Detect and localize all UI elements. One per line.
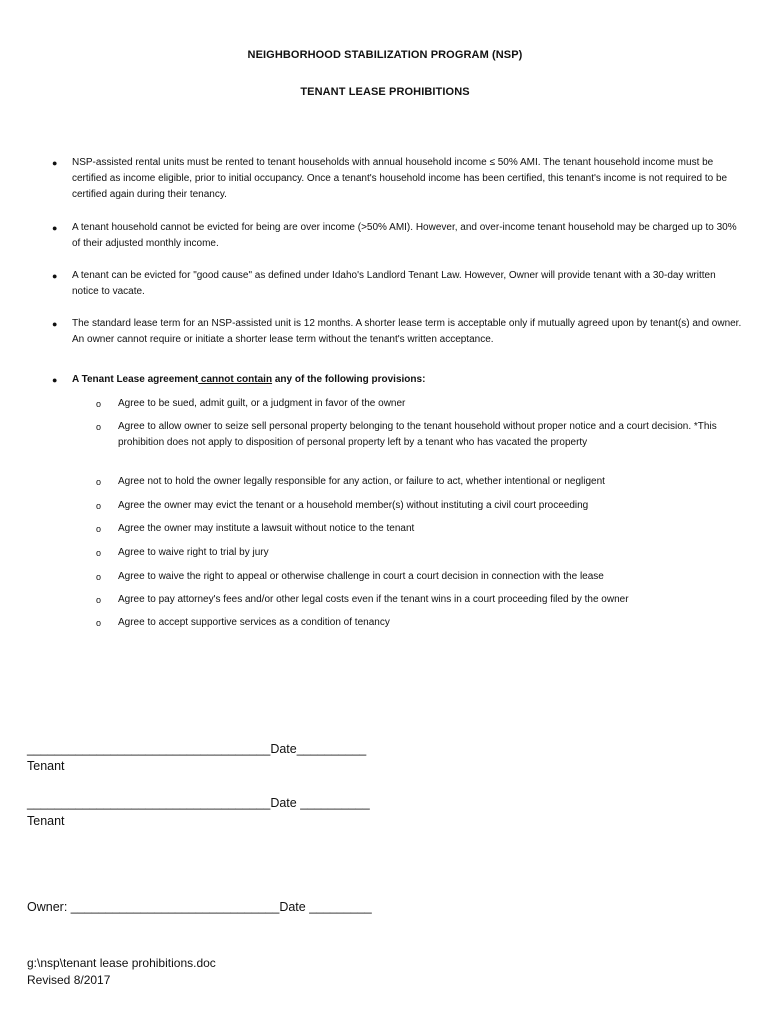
bullet-text: A tenant household cannot be evicted for being are over income (>50% AMI). However, and over-income tenant household may be charged up to 30% of their adjusted monthly income. bbox=[72, 222, 737, 249]
provision-text: Agree to accept supportive services as a condition of tenancy bbox=[118, 617, 390, 628]
provision-item bbox=[96, 396, 746, 412]
tenant-label-2: Tenant bbox=[27, 814, 65, 828]
tenant-signature-line-1[interactable]: ___________________________________Date__________ bbox=[27, 742, 367, 756]
provision-text: Agree to allow owner to seize sell personal property belonging to the tenant household without proper notice and a court decision. *This prohibition does not apply to disposition of personal property left by a tenant who has vacated the property bbox=[118, 421, 717, 448]
provision-item bbox=[96, 569, 746, 585]
provision-item bbox=[96, 474, 746, 490]
circle-bullet-icon: o bbox=[96, 572, 102, 582]
provision-text: Agree to waive the right to appeal or otherwise challenge in court a court decision in connection with the lease bbox=[118, 571, 604, 582]
file-path: g:\nsp\tenant lease prohibitions.doc bbox=[27, 956, 216, 970]
owner-signature-line[interactable]: Owner: ______________________________Date _________ bbox=[27, 900, 372, 914]
bullet-text: A tenant can be evicted for "good cause" as defined under Idaho's Landlord Tenant Law. However, Owner will provide tenant with a 30-day written notice to vacate. bbox=[72, 270, 716, 297]
bullet-item bbox=[52, 268, 744, 300]
provision-item bbox=[96, 521, 746, 537]
provision-item bbox=[96, 615, 746, 631]
provision-text: Agree the owner may institute a lawsuit without notice to the tenant bbox=[118, 523, 415, 534]
bullet-dot: ● bbox=[52, 319, 58, 329]
circle-bullet-icon: o bbox=[96, 399, 102, 409]
provision-text: Agree not to hold the owner legally responsible for any action, or failure to act, whether intentional or negligent bbox=[118, 476, 605, 487]
provision-item bbox=[96, 545, 746, 561]
tenant-signature-line-2[interactable]: ___________________________________Date __________ bbox=[27, 796, 370, 810]
document-subtitle: TENANT LEASE PROHIBITIONS bbox=[300, 86, 470, 98]
bullet-dot: ● bbox=[52, 271, 58, 281]
bullet-item bbox=[52, 155, 744, 203]
provision-item bbox=[96, 498, 746, 514]
bullet-item bbox=[52, 220, 744, 252]
bullet-item bbox=[52, 316, 744, 348]
circle-bullet-icon: o bbox=[96, 618, 102, 628]
provisions-lead-underlined: cannot contain bbox=[198, 374, 273, 385]
provision-item bbox=[96, 419, 746, 451]
document-title: NEIGHBORHOOD STABILIZATION PROGRAM (NSP) bbox=[247, 49, 523, 61]
circle-bullet-icon: o bbox=[96, 595, 102, 605]
bullet-dot: ● bbox=[52, 375, 58, 385]
revision-date: Revised 8/2017 bbox=[27, 973, 111, 987]
bullet-dot: ● bbox=[52, 223, 58, 233]
bullet-text: NSP-assisted rental units must be rented to tenant households with annual household income ≤ 50% AMI. The tenant household income must be certified as income eligible, prior to initial occupancy. Once a tenant's household income has been certified, this tenant's income is not required to be certified again during their tenancy. bbox=[72, 157, 728, 200]
bullet-text: The standard lease term for an NSP-assisted unit is 12 months. A shorter lease term is acceptable only if mutually agreed upon by tenant(s) and owner. An owner cannot require or initiate a shorter lease term without the tenant's written acceptance. bbox=[72, 318, 742, 345]
circle-bullet-icon: o bbox=[96, 548, 102, 558]
provisions-heading bbox=[52, 372, 744, 388]
circle-bullet-icon: o bbox=[96, 477, 102, 487]
circle-bullet-icon: o bbox=[96, 524, 102, 534]
bullet-dot: ● bbox=[52, 158, 58, 168]
provision-text: Agree to be sued, admit guilt, or a judgment in favor of the owner bbox=[118, 398, 406, 409]
tenant-label-1: Tenant bbox=[27, 759, 65, 773]
provision-text: Agree the owner may evict the tenant or a household member(s) without instituting a civil court proceeding bbox=[118, 500, 589, 511]
provision-item bbox=[96, 592, 746, 608]
provision-text: Agree to pay attorney's fees and/or other legal costs even if the tenant wins in a court proceeding filed by the owner bbox=[118, 594, 629, 605]
provisions-lead-tail: any of the following provisions: bbox=[272, 374, 426, 385]
provision-text: Agree to waive right to trial by jury bbox=[118, 547, 269, 558]
circle-bullet-icon: o bbox=[96, 501, 102, 511]
circle-bullet-icon: o bbox=[96, 422, 102, 432]
provisions-lead: A Tenant Lease agreement bbox=[72, 374, 199, 385]
